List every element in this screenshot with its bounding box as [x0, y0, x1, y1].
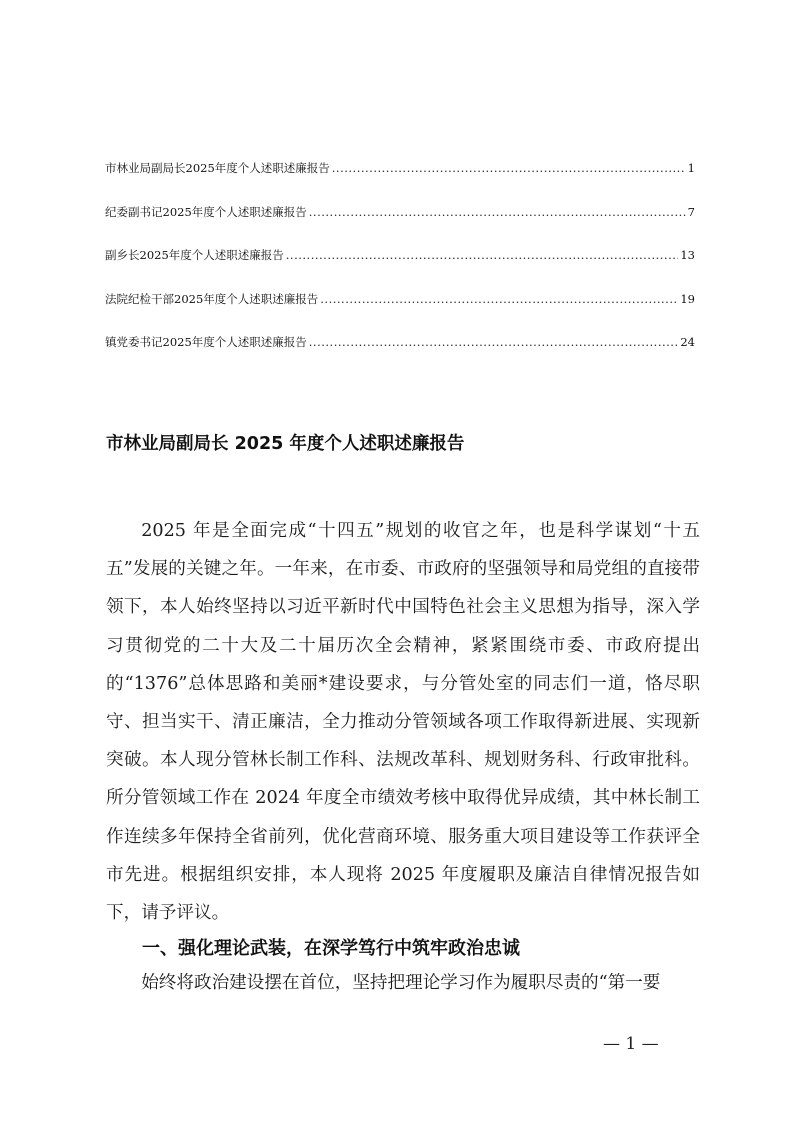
toc-entry[interactable]	[105, 160, 695, 174]
toc-leader-dots	[286, 248, 679, 262]
toc-entry[interactable]	[105, 334, 695, 348]
toc-entry-title: 纪委副书记2025年度个人述职述廉报告	[105, 204, 307, 219]
table-of-contents	[105, 160, 695, 378]
document-title: 市林业局副局长 2025 年度个人述职述廉报告	[106, 433, 465, 454]
toc-entry-page: 13	[680, 248, 695, 262]
toc-entry-title: 市林业局副局长2025年度个人述职述廉报告	[105, 161, 330, 175]
document-body	[106, 512, 700, 1000]
section-heading: 一、强化理论武装，在深学笃行中筑牢政治忠诚	[142, 938, 520, 960]
toc-leader-dots	[309, 205, 686, 219]
toc-entry-page: 24	[680, 335, 695, 349]
toc-entry[interactable]	[105, 291, 695, 305]
toc-entry-page: 19	[680, 291, 695, 306]
toc-entry[interactable]	[105, 247, 695, 261]
intro-paragraph: 2025 年是全面完成“十四五”规划的收官之年，也是科学谋划“十五五”发展的关键之年。一年来，在市委、市政府的坚强领导和局党组的直接带领下，本人始终坚持以习近平新时代中国特色社会主义思想为指导，深入学习贯彻党的二十大及二十届历次全会精神，紧紧围绕市委、市政府提出的“1376”总体思路和美丽*建设要求，与分管处室的同志们一道，恪尽职守、担当实干、清正廉洁，全力推动分管领域各项工作取得新进展、实现新突破。本人现分管林长制工作科、法规改革科、规划财务科、行政审批科。所分管领域工作在 2024 年度全市绩效考核中取得优异成绩，其中林长制工作连续多年保持全省前列，优化营商环境、服务重大项目建设等工作获评全市先进。根据组织安排，本人现将 2025 年度履职及廉洁自律情况报告如下，请予评议。	[106, 521, 700, 924]
toc-entry-title: 副乡长2025年度个人述职述廉报告	[105, 248, 284, 262]
toc-entry-title: 镇党委书记2025年度个人述职述廉报告	[105, 335, 307, 349]
toc-leader-dots	[320, 292, 678, 306]
toc-leader-dots	[309, 335, 679, 349]
toc-leader-dots	[332, 161, 686, 175]
toc-entry-title: 法院纪检干部2025年度个人述职述廉报告	[105, 291, 319, 306]
toc-entry[interactable]	[105, 204, 695, 218]
toc-entry-page: 1	[687, 161, 695, 175]
page-number: — 1 —	[603, 1034, 659, 1054]
toc-entry-page: 7	[687, 204, 695, 219]
section-paragraph: 始终将政治建设摆在首位，坚持把理论学习作为履职尽责的“第一要	[141, 973, 661, 994]
